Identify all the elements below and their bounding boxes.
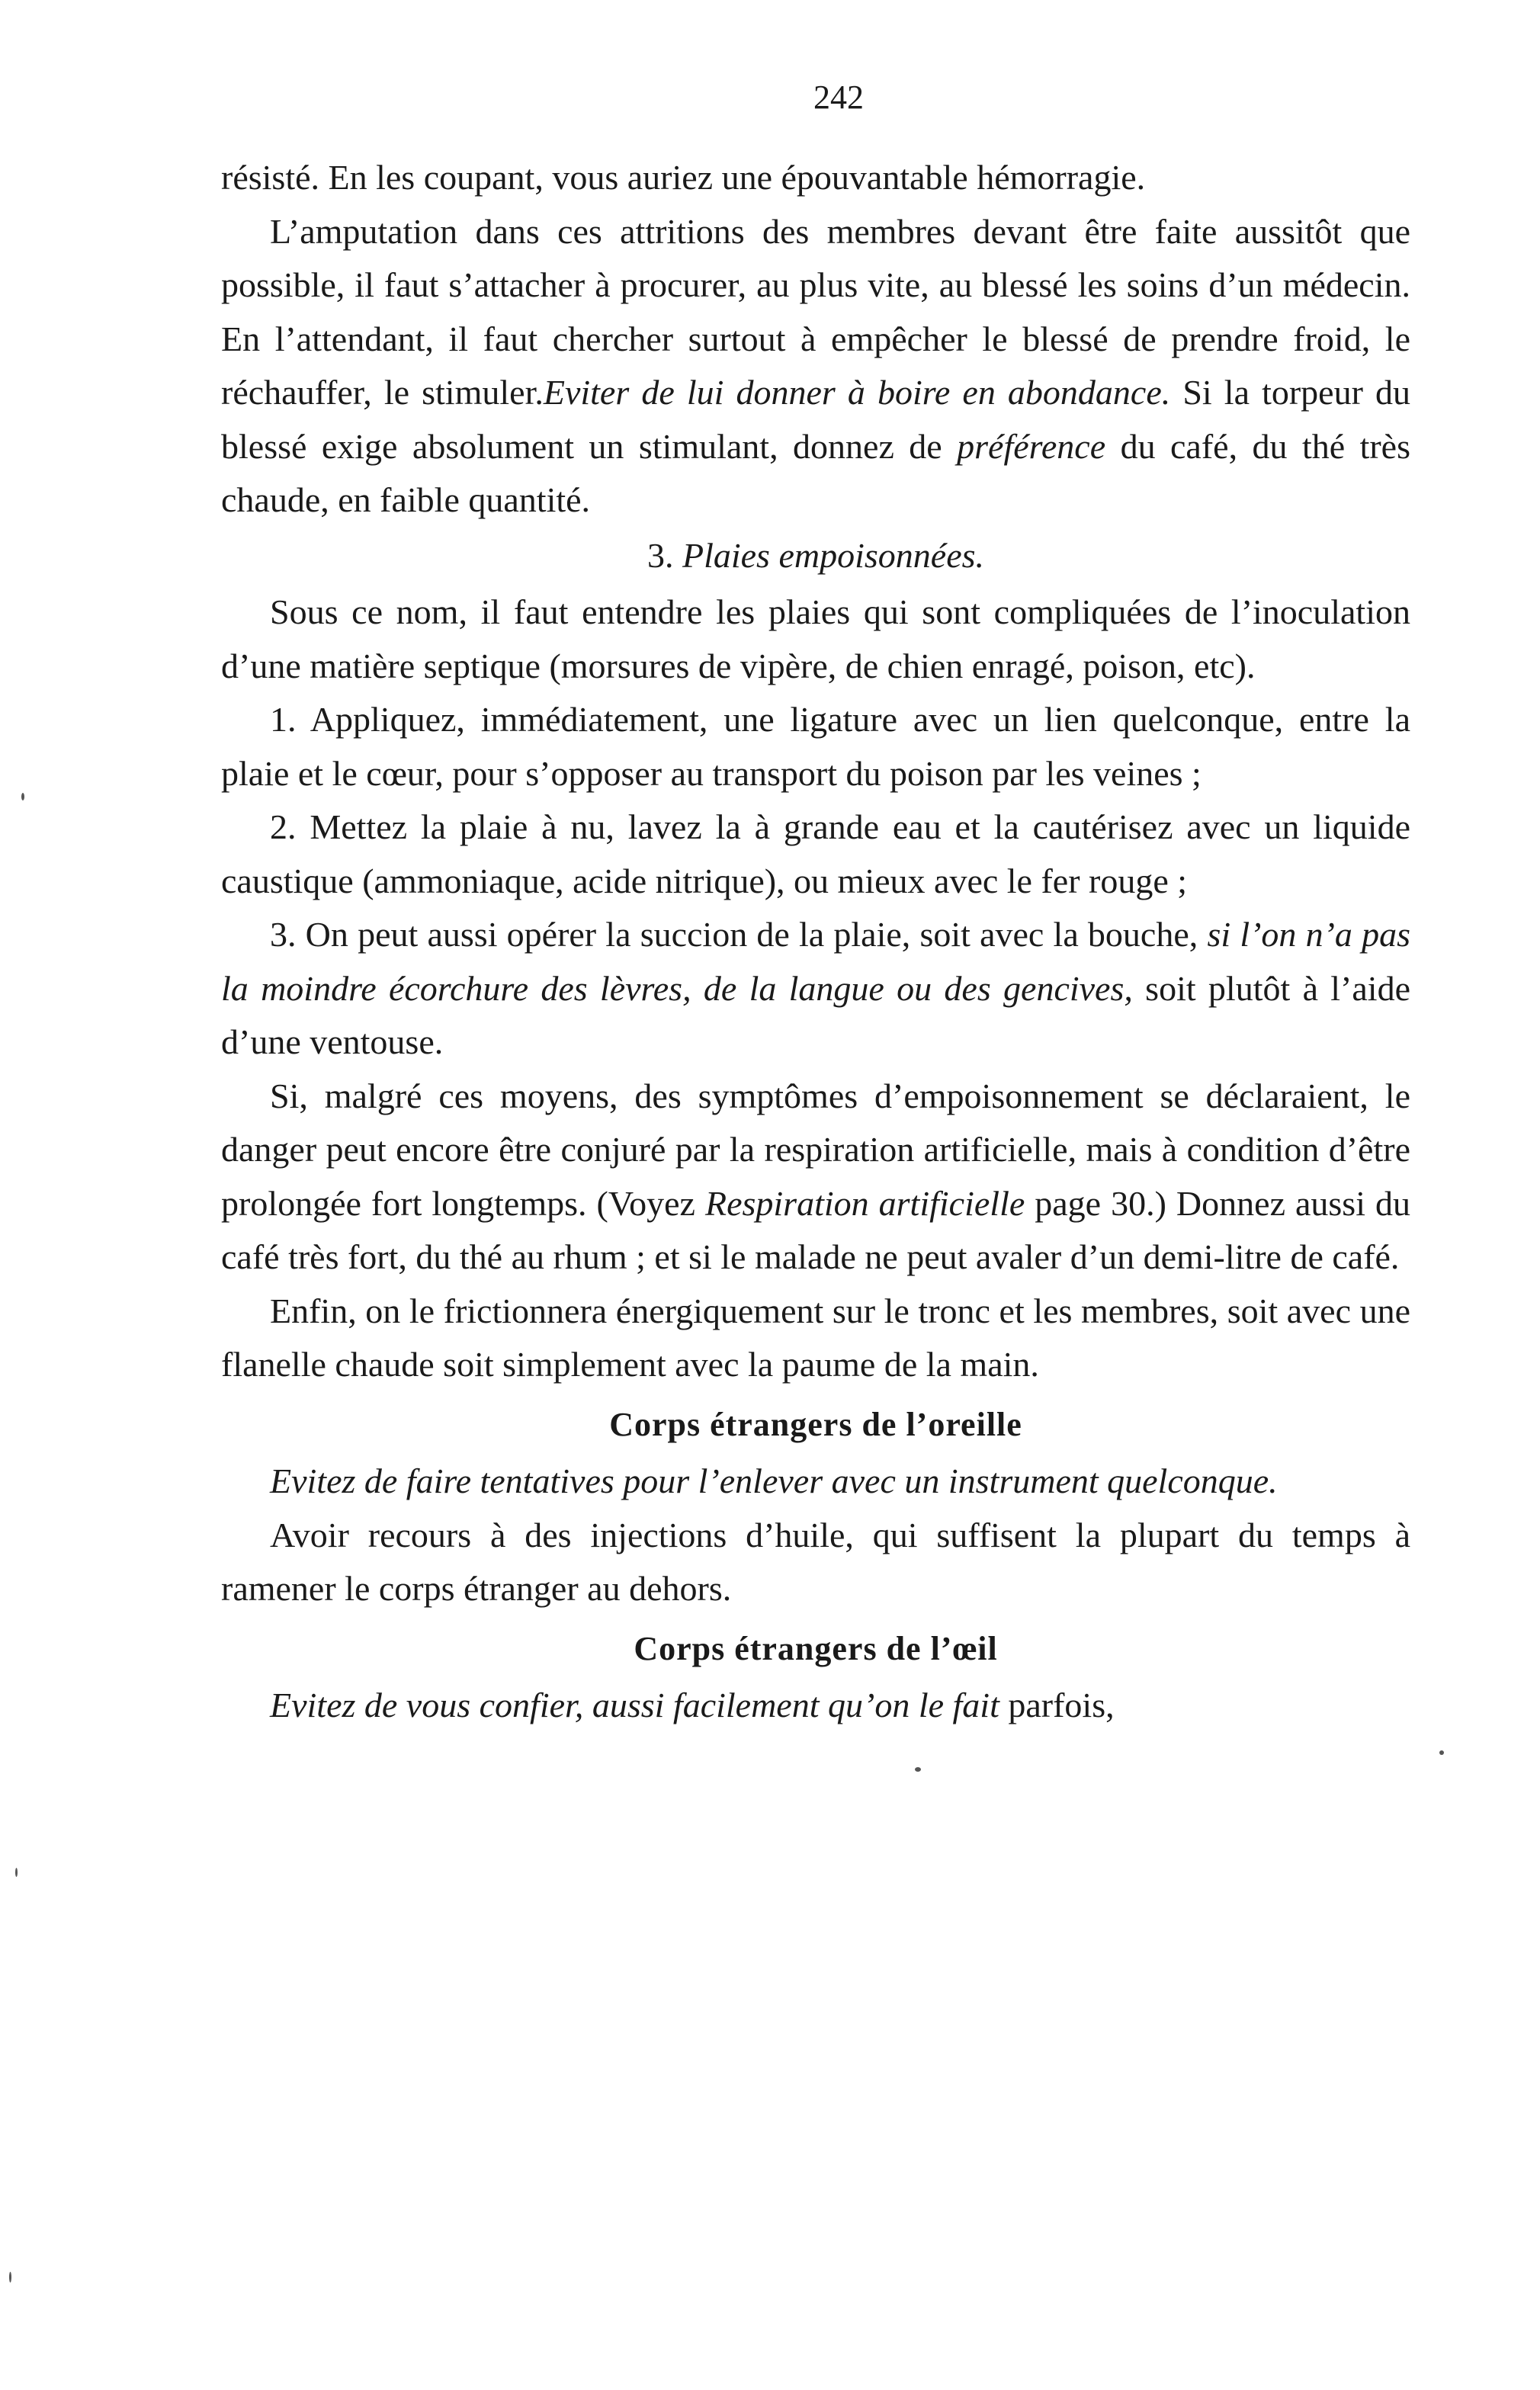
paragraph-p1 bbox=[221, 151, 1410, 205]
print-speck bbox=[21, 793, 24, 800]
italic-text: Evitez de faire tentatives pour l’enlever avec un instrument quelconque. bbox=[270, 1461, 1278, 1500]
text-run: Avoir recours à des injections d’huile, qui suffisent la plupart du temps à ramener le corps étranger au dehors. bbox=[221, 1515, 1410, 1608]
text-run: Si, malgré ces moyens, des symptômes d’empoisonnement se déclaraient, le danger peut encore être conjuré par la respiration artificielle, mais à condition d’être prolongée fort longtemps. (Voyez bbox=[221, 1076, 1410, 1223]
heading-foreign-bodies-ear: Corps étrangers de l’oreille bbox=[609, 1405, 1022, 1443]
paragraph-p10 bbox=[221, 1509, 1410, 1616]
print-speck bbox=[915, 1767, 921, 1772]
paragraph-p5 bbox=[221, 800, 1410, 908]
paragraph-p4 bbox=[221, 693, 1410, 800]
book-page bbox=[221, 75, 1410, 1733]
text-run: résisté. En les coupant, vous auriez une épouvantable hémorragie. bbox=[221, 158, 1146, 197]
intro-block bbox=[221, 151, 1410, 528]
text-run: parfois, bbox=[999, 1686, 1115, 1724]
paragraph-p11 bbox=[221, 1679, 1410, 1733]
paragraph-p7 bbox=[221, 1070, 1410, 1285]
section-number: 3. bbox=[646, 535, 674, 575]
text-run: 1. Appliquez, immédiatement, une ligature avec un lien quelconque, entre la plaie et le cœur, pour s’opposer au transport du poison par les veines ; bbox=[221, 700, 1410, 793]
text-run: Si la torpeur du blessé exige absolument un stimulant, donnez de bbox=[221, 373, 1410, 466]
paragraph-p3 bbox=[221, 585, 1410, 693]
section-title: Plaies empoisonnées. bbox=[682, 535, 985, 575]
italic-text: Eviter de lui donner à boire en abondance. bbox=[543, 373, 1171, 412]
italic-text: si l’on n’a pas la moindre écorchure des lèvres, de la langue ou des gencives, bbox=[221, 915, 1411, 1008]
text-run: 3. On peut aussi opérer la succion de la plaie, soit avec la bouche, bbox=[270, 915, 1208, 954]
text-run: soit plutôt à l’aide d’une ventouse. bbox=[221, 968, 1410, 1061]
text-run: Sous ce nom, il faut entendre les plaies qui sont compliquées de l’inoculation d’une matière septique (morsures de vipère, de chien enragé, poison, etc). bbox=[221, 592, 1410, 685]
text-run: 2. Mettez la plaie à nu, lavez la à grande eau et la cautérisez avec un liquide caustique (ammoniaque, acide nitrique), ou mieux avec le fer rouge ; bbox=[221, 807, 1410, 900]
section-heading-poisoned-wounds bbox=[221, 529, 1410, 583]
paragraph-p2 bbox=[221, 205, 1410, 528]
heading-foreign-bodies-eye: Corps étrangers de l’œil bbox=[634, 1629, 998, 1667]
italic-text: préférence bbox=[957, 426, 1106, 466]
text-run: Enfin, on le frictionnera énergiquement sur le tronc et les membres, soit avec une flanelle chaude soit simplement avec la paume de la main. bbox=[221, 1291, 1410, 1384]
print-speck bbox=[15, 1868, 18, 1877]
text-run: page 30.) Donnez aussi du café très fort, du thé au rhum ; et si le malade ne peut avaler d’un demi-litre de café. bbox=[221, 1183, 1410, 1276]
text-run: du café, du thé très chaude, en faible quantité. bbox=[221, 426, 1411, 519]
page-number: 242 bbox=[813, 79, 864, 116]
paragraph-p8 bbox=[221, 1285, 1410, 1392]
italic-text: Evitez de vous confier, aussi facilement qu’on le fait bbox=[270, 1686, 999, 1724]
paragraph-p6 bbox=[221, 908, 1410, 1070]
text-run: L’amputation dans ces attritions des membres devant être faite aussitôt que possible, il faut s’attacher à procurer, au plus vite, au blessé les soins d’un médecin. En l’attendant, il faut chercher surtout à empêcher le blessé de prendre froid, le réchauffer, le stimuler. bbox=[221, 211, 1410, 412]
poisoned-wounds-block bbox=[221, 585, 1410, 1392]
paragraph-p9 bbox=[221, 1455, 1410, 1509]
print-speck bbox=[1439, 1750, 1444, 1755]
italic-text: Respiration artificielle bbox=[704, 1183, 1025, 1223]
eye-block bbox=[221, 1679, 1410, 1733]
print-speck bbox=[9, 2272, 11, 2283]
ear-block bbox=[221, 1455, 1410, 1616]
